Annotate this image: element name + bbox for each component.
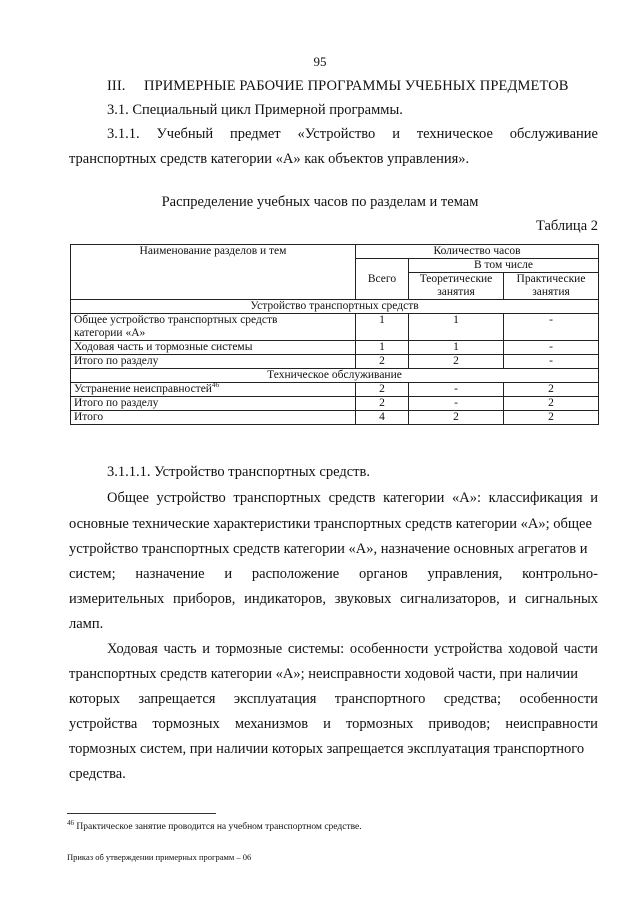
table-row	[71, 341, 599, 355]
header-practice	[504, 273, 599, 300]
word: части	[563, 641, 598, 657]
word: тормозных	[345, 716, 414, 732]
row-name-line: категории «А»	[74, 327, 146, 339]
word: и	[323, 716, 331, 732]
header-including: В том числе	[409, 259, 599, 273]
table-label: Таблица 2	[535, 218, 598, 234]
row-name: Итого по разделу	[71, 397, 356, 411]
word: 3.1.1.	[107, 126, 140, 142]
row-total: 1	[356, 341, 409, 355]
table-row	[71, 397, 599, 411]
row-practice: 2	[504, 383, 599, 397]
word: транспортного	[334, 691, 426, 707]
row-total: 4	[356, 411, 409, 425]
row-total: 1	[356, 314, 409, 341]
word: техническое	[416, 126, 493, 142]
row-name: Ходовая часть и тормозные системы	[71, 341, 356, 355]
table-row	[71, 383, 599, 397]
row-practice: 2	[504, 397, 599, 411]
word: индикаторов,	[244, 591, 326, 607]
row-name	[71, 314, 356, 341]
header-theory-line: Теоретические	[419, 273, 493, 285]
word: категории	[383, 490, 445, 506]
row-theory: 2	[409, 411, 504, 425]
word: часть	[163, 641, 197, 657]
hours-table	[70, 244, 599, 425]
word: приборов,	[172, 591, 236, 607]
row-total: 2	[356, 383, 409, 397]
section-title-text: ПРИМЕРНЫЕ РАБОЧИЕ ПРОГРАММЫ УЧЕБНЫХ ПРЕДМЕТОВ	[144, 78, 569, 94]
word: «Устройство	[297, 126, 376, 142]
word: тормозные	[215, 641, 283, 657]
word: средства;	[443, 691, 501, 707]
footnote	[67, 818, 362, 832]
word: систем;	[69, 566, 116, 582]
word: тормозных	[152, 716, 220, 732]
header-name: Наименование разделов и тем	[71, 245, 356, 300]
word: ходовой	[508, 641, 558, 657]
header-theory	[409, 273, 504, 300]
word: неисправности	[505, 716, 598, 732]
paragraph-line	[107, 641, 598, 658]
footnote-mark: 46	[67, 818, 74, 827]
topic-heading: 3.1.1.1. Устройство транспортных средств.	[107, 464, 370, 480]
word: управления,	[427, 566, 503, 582]
paragraph-line: основные технические характеристики транспортных средств категории «А»; общее	[69, 516, 592, 532]
word: звуковых	[334, 591, 392, 607]
row-name	[71, 383, 356, 397]
row-name-line: Общее устройство транспортных средств	[74, 314, 278, 326]
word: классификация	[488, 490, 583, 506]
word: и	[202, 641, 210, 657]
paragraph-line	[69, 716, 598, 733]
word: предмет	[230, 126, 281, 142]
table-caption: Распределение учебных часов по разделам и темам	[161, 194, 479, 210]
word: Учебный	[156, 126, 214, 142]
row-theory: 2	[409, 355, 504, 369]
word: Общее	[107, 490, 149, 506]
word: транспортных	[233, 490, 321, 506]
row-practice: -	[504, 355, 599, 369]
row-theory: 1	[409, 341, 504, 355]
word: системы:	[287, 641, 345, 657]
word: механизмов	[234, 716, 309, 732]
word: особенности	[519, 691, 598, 707]
table-total-row	[71, 411, 599, 425]
section-band-row	[71, 369, 599, 383]
section-band: Техническое обслуживание	[71, 369, 599, 383]
page-footer: Приказ об утверждении примерных программ – 06	[67, 852, 252, 862]
row-total: 2	[356, 397, 409, 411]
paragraph-line	[69, 591, 598, 608]
word: устройства	[434, 641, 503, 657]
word: устройство	[156, 490, 226, 506]
table-row	[71, 314, 599, 341]
word: контрольно-	[522, 566, 598, 582]
row-theory: -	[409, 383, 504, 397]
paragraph-line: средства.	[69, 766, 126, 782]
header-total: Всего	[356, 259, 409, 300]
row-theory: 1	[409, 314, 504, 341]
header-theory-line: занятия	[437, 286, 475, 298]
word: и	[590, 490, 598, 506]
word: Ходовая	[107, 641, 158, 657]
word: эксплуатация	[233, 691, 317, 707]
word: обслуживание	[509, 126, 598, 142]
paragraph-line	[69, 566, 598, 583]
table-header-row	[71, 245, 599, 259]
row-practice: -	[504, 341, 599, 355]
word: запрещается	[138, 691, 216, 707]
word: и	[508, 591, 517, 607]
header-practice-line: Практические	[516, 273, 586, 285]
paragraph-line	[107, 490, 598, 507]
row-name-text: Устранение неисправностей	[74, 383, 212, 395]
page-number: 95	[313, 54, 327, 69]
word: и	[224, 566, 233, 582]
word: назначение	[135, 566, 205, 582]
row-practice: -	[504, 314, 599, 341]
row-practice: 2	[504, 411, 599, 425]
header-practice-line: занятия	[532, 286, 570, 298]
section-number: III.	[107, 78, 126, 94]
paragraph-line	[69, 691, 598, 708]
row-name: Итого по разделу	[71, 355, 356, 369]
word: сигнальных	[524, 591, 598, 607]
table-row	[71, 355, 599, 369]
footnote-text: Практическое занятие проводится на учебном транспортном средстве.	[74, 822, 362, 832]
row-total: 2	[356, 355, 409, 369]
footnote-divider	[67, 813, 216, 814]
paragraph-line: ламп.	[69, 616, 104, 632]
word: расположение	[251, 566, 340, 582]
word: приводов;	[428, 716, 491, 732]
paragraph-line: тормозных систем, при наличии которых запрещается эксплуатация транспортного	[69, 741, 585, 757]
footnote-ref: 46	[211, 381, 219, 390]
word: которых	[69, 691, 121, 707]
section-title	[107, 78, 569, 95]
section-band-row	[71, 300, 599, 314]
subsection-heading: 3.1. Специальный цикл Примерной программы.	[107, 102, 403, 118]
subject-line-2: транспортных средств категории «А» как объектов управления».	[69, 151, 470, 167]
word: сигнализаторов,	[400, 591, 500, 607]
word: и	[392, 126, 400, 142]
word: измерительных	[69, 591, 165, 607]
header-hours: Количество часов	[356, 245, 599, 259]
row-theory: -	[409, 397, 504, 411]
word: «А»:	[452, 490, 482, 506]
paragraph-line: транспортных средств категории «А»; неисправности ходовой части, при наличии	[69, 666, 579, 682]
word: устройства	[69, 716, 138, 732]
subject-line-1	[107, 126, 598, 143]
section-band: Устройство транспортных средств	[71, 300, 599, 314]
word: органов	[358, 566, 408, 582]
word: средств	[328, 490, 376, 506]
paragraph-line: устройство транспортных средств категории «А», назначение основных агрегатов и	[69, 541, 588, 557]
row-name: Итого	[71, 411, 356, 425]
word: особенности	[349, 641, 429, 657]
